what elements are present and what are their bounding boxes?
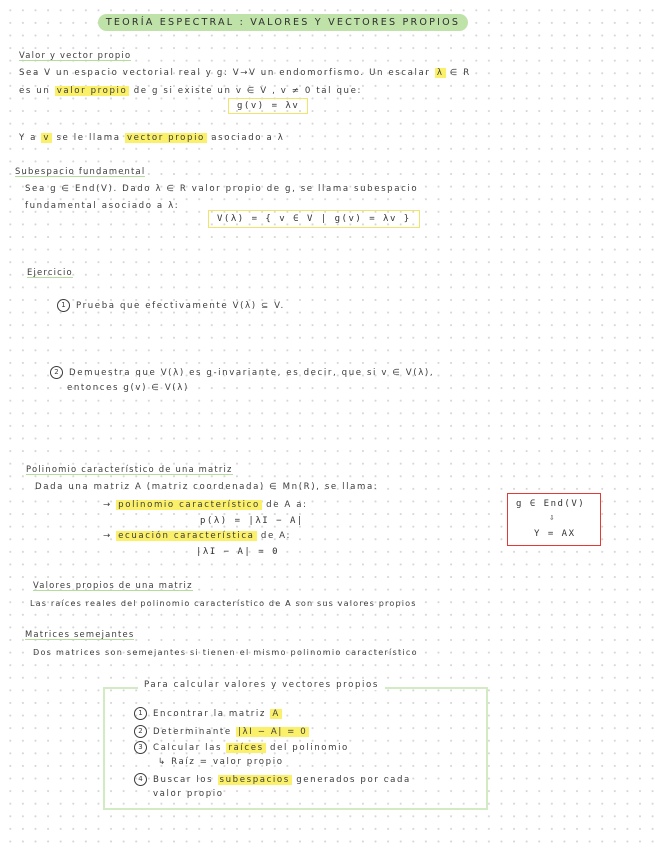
number-2-icon: 2 [50, 366, 63, 379]
heading-matrices-semejantes: Matrices semejantes [25, 629, 135, 639]
number-2-icon: 2 [134, 725, 147, 738]
exercise-1: 1 Prueba que efectivamente V(λ) ⊆ V. [57, 299, 285, 312]
side-note-box [507, 493, 601, 546]
exercise-2-line-1: 2 Demuestra que V(λ) es g-invariante, es decir, que si v ∈ V(λ), [50, 366, 434, 379]
number-1-icon: 1 [57, 299, 70, 312]
eq-gv-lambda-v: g(v) = λv [228, 98, 308, 114]
s1-line-1: Sea V un espacio vectorial real y g: V→V un endomorfismo. Un escalar λ ∈ R [19, 68, 471, 78]
exercise-2-line-2: entonces g(v) ∈ V(λ) [67, 383, 189, 393]
step-3-note: ↳ Raíz = valor propio [158, 757, 284, 767]
step-3: 3 Calcular las raíces del polinomio [134, 741, 349, 754]
down-arrow-icon: ⇩ [549, 513, 556, 523]
heading-polinomio-caracteristico: Polinomio característico de una matriz [26, 464, 233, 474]
side-note-y-ax: Y = AX [534, 529, 576, 539]
eq-p-lambda: p(λ) = |λI − A| [200, 516, 304, 526]
heading-ejercicio: Ejercicio [27, 267, 73, 277]
eq-subspace-V-lambda: V(λ) = { v ∈ V | g(v) = λv } [208, 210, 420, 228]
step-2: 2 Determinante |λI − A| = 0 [134, 725, 309, 738]
number-3-icon: 3 [134, 741, 147, 754]
steps-box-label: Para calcular valores y vectores propios [138, 680, 385, 690]
s3-bullet-2: → ecuación característica de A: [103, 531, 292, 541]
s1-line-3: Y a v se le llama vector propio asociado a λ [19, 133, 285, 143]
s1-line-2: es un valor propio de g si existe un v ∈ V , v ≠ 0 tal que: [19, 86, 362, 96]
s2-line-2: fundamental asociado a λ: [25, 201, 180, 211]
s4-line-1: Las raíces reales del polinomio característico de A son sus valores propios [30, 598, 417, 608]
eq-characteristic: |λI − A| = 0 [196, 547, 280, 557]
step-4: 4 Buscar los subespacios generados por cada [134, 773, 411, 786]
heading-valores-propios-matriz: Valores propios de una matriz [33, 580, 193, 590]
page-title: TEORÍA ESPECTRAL : VALORES Y VECTORES PROPIOS [98, 14, 468, 31]
s5-line-1: Dos matrices son semejantes si tienen el mismo polinomio característico [33, 647, 418, 657]
s2-line-1: Sea g ∈ End(V). Dado λ ∈ R valor propio de g, se llama subespacio [25, 184, 419, 194]
number-1-icon: 1 [134, 707, 147, 720]
number-4-icon: 4 [134, 773, 147, 786]
s3-bullet-1: → polinomio característico de A a: [103, 500, 308, 510]
side-note-end-v: g ∈ End(V) [516, 499, 586, 509]
step-4-line-2: valor propio [153, 789, 224, 799]
heading-valor-vector-propio: Valor y vector propio [19, 50, 132, 60]
step-1: 1 Encontrar la matriz A [134, 707, 282, 720]
heading-subespacio-fundamental: Subespacio fundamental [15, 166, 146, 176]
s3-line-1: Dada una matriz A (matriz coordenada) ∈ Mn(R), se llama: [35, 482, 379, 492]
